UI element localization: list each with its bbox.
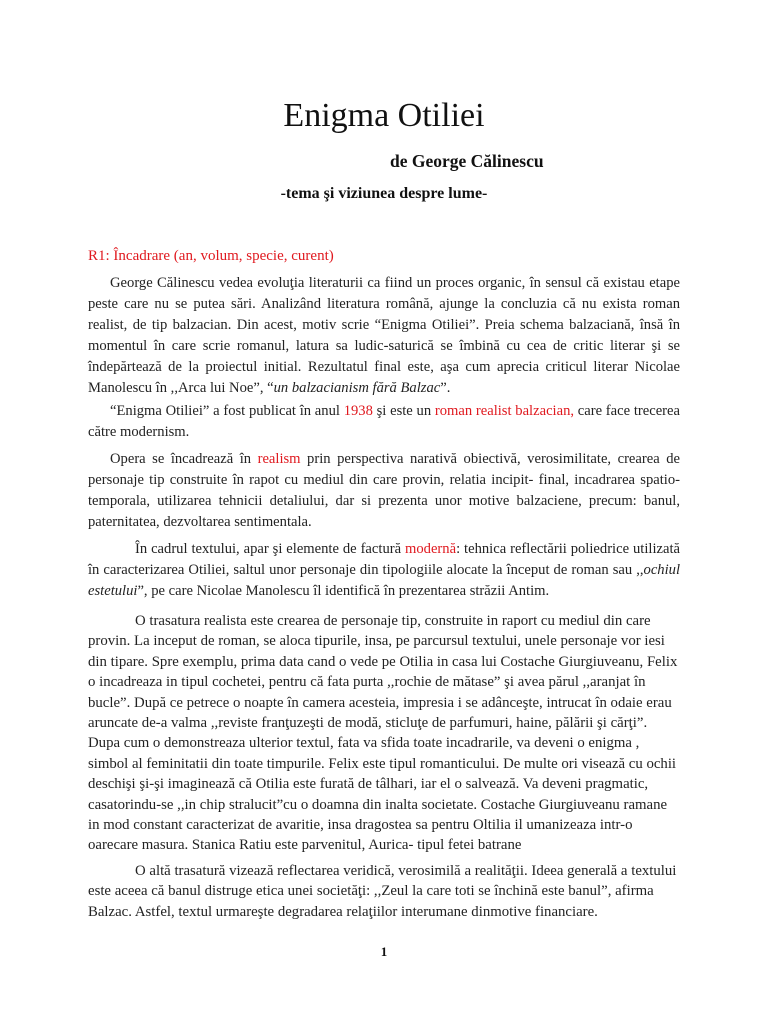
paragraph-2-text-2: şi este un — [372, 403, 435, 419]
novel-genre: roman realist balzacian, — [434, 403, 575, 419]
paragraph-1 — [88, 273, 680, 399]
paragraph-2 — [88, 401, 680, 443]
paragraph-6-text: O altă trasatură vizează reflectarea veridică, verosimilă a realităţii. Ideea generală a textului este aceea că banul distruge etica unei societăţi: ,,Zeul la care toti se închină este banul”, afirma Balzac. Astfel, textul urmareşte degradarea relaţiilor interumane dinmotive financiare. — [88, 863, 677, 920]
document-subtitle: -tema şi viziunea despre lume- — [280, 185, 488, 202]
paragraph-5-text: O trasatura realista este crearea de personaje tip, construite in raport cu mediul din care provin. La inceput de roman, se aloca tipurile, insa, pe parcursul textului, unele personaje vor iesi din tipare. Spre exemplu, prima data cand o vede pe Otilia in casa lui Costache Giurgiuveanu, Felix o incadreaza in tipul cochetei, pentru că fata purta ,,rochie de mătase” şi avea părul ,,aranjat în bucle”. După ce petrece o noapte în camera acesteia, impresia i se adânceşte, intrucat în odaie erau aruncate de-a valma ,,reviste franţuzeşti de modă, sticluţe de parfumuri, haine, pălării şi cărţi”. Dupa cum o demonstreaza ulterior textul, fata va sfida toate incadrarile, va deveni o enigma , simbol al feminitatii din toate timpurile. Felix este tipul romanticului. De multe ori visează cu ochii deschişi şi-şi imaginează că Otilia este furată de tâlhari, iar el o salvează. Va deveni pragmatic, casatorindu-se ,,in chip stralucit”cu o doamna din inalta societate. Costache Giurgiuveanu ramane in mod constant caracterizat de avaritie, insa dragostea sa pentru Oltilia il umanizeaza intr-o oarecare masura. Stanica Ratiu este parvenitul, Aurica- tipul fetei batrane — [88, 613, 678, 854]
paragraph-1-end: ”. — [440, 380, 451, 396]
page-number: 1 — [380, 944, 388, 959]
paragraph-4-text-2: : tehnica reflectării poliedrice utilizată în caracterizarea Otiliei, saltul unor personaje din tipologiile alocate la început de roman sau ,, — [88, 541, 680, 578]
section-heading: R1: Încadrare (an, volum, specie, curent) — [88, 248, 334, 264]
paragraph-3-text-1: Opera se încadrează în — [110, 451, 258, 467]
author-line: de George Călinescu — [390, 151, 544, 171]
paragraph-3-text-2: prin perspectiva narativă obiectivă, verosimilitate, crearea de personaje tip construite în rapot cu mediul din care provin, relatia incipit- final, incadrarea spatio-temporala, utilizarea tehnicii detaliului, dar si prezenta unor motive balzaciene, precum: banul, paternitatea, dezvoltarea sentimentala. — [88, 451, 680, 530]
paragraph-1-italic-quote: un balzacianism fără Balzac — [273, 380, 441, 396]
paragraph-2-text-1: “Enigma Otiliei” a fost publicat în anul — [110, 403, 344, 419]
publication-year: 1938 — [343, 403, 373, 419]
paragraph-4-italic-quote: ochiul estetului — [88, 562, 680, 599]
document-title: Enigma Otiliei — [283, 97, 485, 134]
modern-term: modernă — [405, 541, 457, 557]
paragraph-4-text-1: În cadrul textului, apar şi elemente de factură — [135, 541, 405, 557]
paragraph-4 — [88, 539, 680, 602]
paragraph-1-text: George Călinescu vedea evoluţia literaturii ca fiind un proces organic, în sensul că existau etape peste care nu se putea sări. Analizând literatura română, ajunge la concluzia că nu exista roman realist, de tip balzacian. Din acest, motiv scrie “Enigma Otiliei”. Preia schema balzaciană, însă în momentul în care scrie romanul, latura sa ludic-saturică se îmbină cu cea de critic literar şi se îndepărtează de la proiectul initial. Rezultatul final este, aşa cum aprecia criticul literar Nicolae Manolescu în ,,Arca lui Noe”, “ — [88, 275, 680, 396]
paragraph-5 — [88, 611, 680, 856]
paragraph-4-text-3: ”, pe care Nicolae Manolescu îl identifică în prezentarea străzii Antim. — [137, 583, 550, 599]
paragraph-3 — [88, 449, 680, 533]
paragraph-2-text-3: care face trecerea către modernism. — [88, 403, 680, 440]
paragraph-6 — [88, 861, 680, 922]
realism-term: realism — [257, 451, 301, 467]
